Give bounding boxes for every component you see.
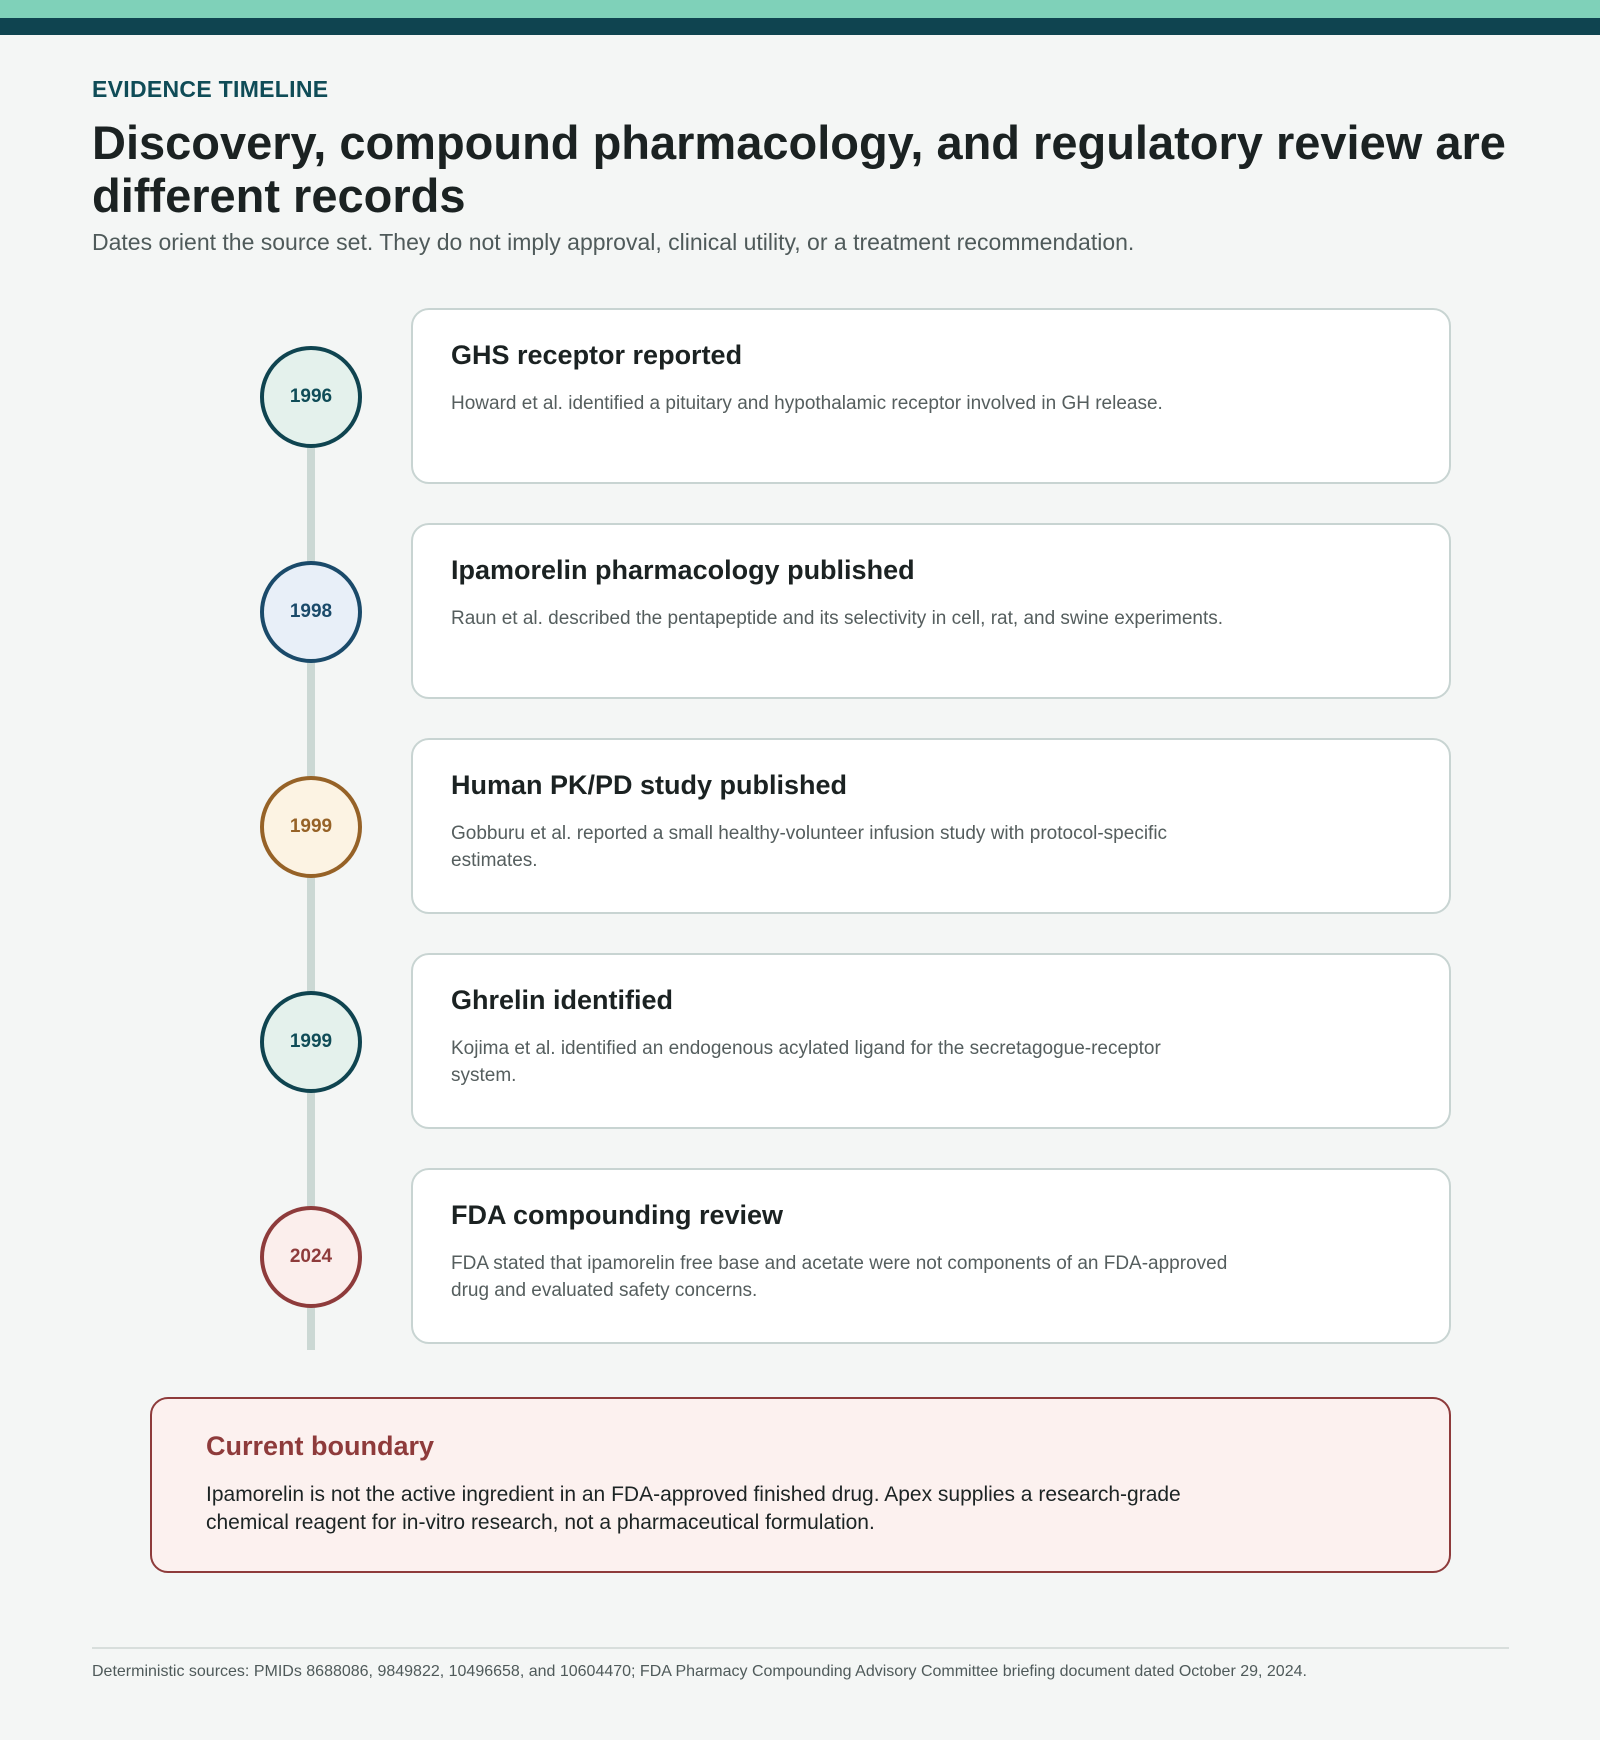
- timeline-event-5: [0, 1168, 1600, 1344]
- year-marker: 1998: [260, 561, 362, 663]
- footer-divider: [92, 1647, 1509, 1649]
- callout-body: Ipamorelin is not the active ingredient in an FDA-approved finished drug. Apex supplies a research-grade chemical reagent for in-vitro research, not a pharmaceutical formulation.: [206, 1483, 1181, 1534]
- year-marker: 1996: [260, 346, 362, 448]
- event-description: Gobburu et al. reported a small healthy-volunteer infusion study with protocol-specific estimates.: [451, 823, 1168, 871]
- event-title: Human PK/PD study published: [451, 770, 848, 800]
- event-card: [411, 308, 1451, 484]
- event-card: [411, 953, 1451, 1129]
- event-card: [411, 738, 1451, 914]
- event-card: [411, 1168, 1451, 1344]
- year-marker: 1999: [260, 776, 362, 878]
- top-dark-band: [0, 18, 1600, 35]
- year-marker: 1999: [260, 991, 362, 1093]
- event-description: Raun et al. described the pentapeptide and its selectivity in cell, rat, and swine experiments.: [451, 608, 1224, 629]
- event-description: Howard et al. identified a pituitary and hypothalamic receptor involved in GH release.: [451, 393, 1163, 414]
- eyebrow-label: EVIDENCE TIMELINE: [92, 76, 329, 102]
- footer-sources: Deterministic sources: PMIDs 8688086, 9849822, 10496658, and 10604470; FDA Pharmacy Compounding Advisory Committee briefing document dated October 29, 2024.: [92, 1663, 1307, 1680]
- event-title: Ghrelin identified: [451, 985, 674, 1015]
- callout-title: Current boundary: [206, 1431, 435, 1461]
- timeline-event-3: [0, 738, 1600, 914]
- event-title: GHS receptor reported: [451, 340, 743, 370]
- timeline-event-4: [0, 953, 1600, 1129]
- page-subtitle: Dates orient the source set. They do not imply approval, clinical utility, or a treatment recommendation.: [92, 229, 1135, 255]
- event-card: [411, 523, 1451, 699]
- event-title: Ipamorelin pharmacology published: [451, 555, 915, 585]
- event-description: FDA stated that ipamorelin free base and acetate were not components of an FDA-approved drug and evaluated safety concerns.: [451, 1253, 1228, 1301]
- year-marker: 2024: [260, 1206, 362, 1308]
- top-accent-band: [0, 0, 1600, 18]
- timeline-event-1: [0, 308, 1600, 484]
- current-boundary-callout: [150, 1397, 1451, 1573]
- timeline-event-2: [0, 523, 1600, 699]
- event-title: FDA compounding review: [451, 1200, 784, 1230]
- event-description: Kojima et al. identified an endogenous acylated ligand for the secretagogue-receptor system.: [451, 1038, 1161, 1086]
- page-title: Discovery, compound pharmacology, and regulatory review are different records: [92, 116, 1506, 222]
